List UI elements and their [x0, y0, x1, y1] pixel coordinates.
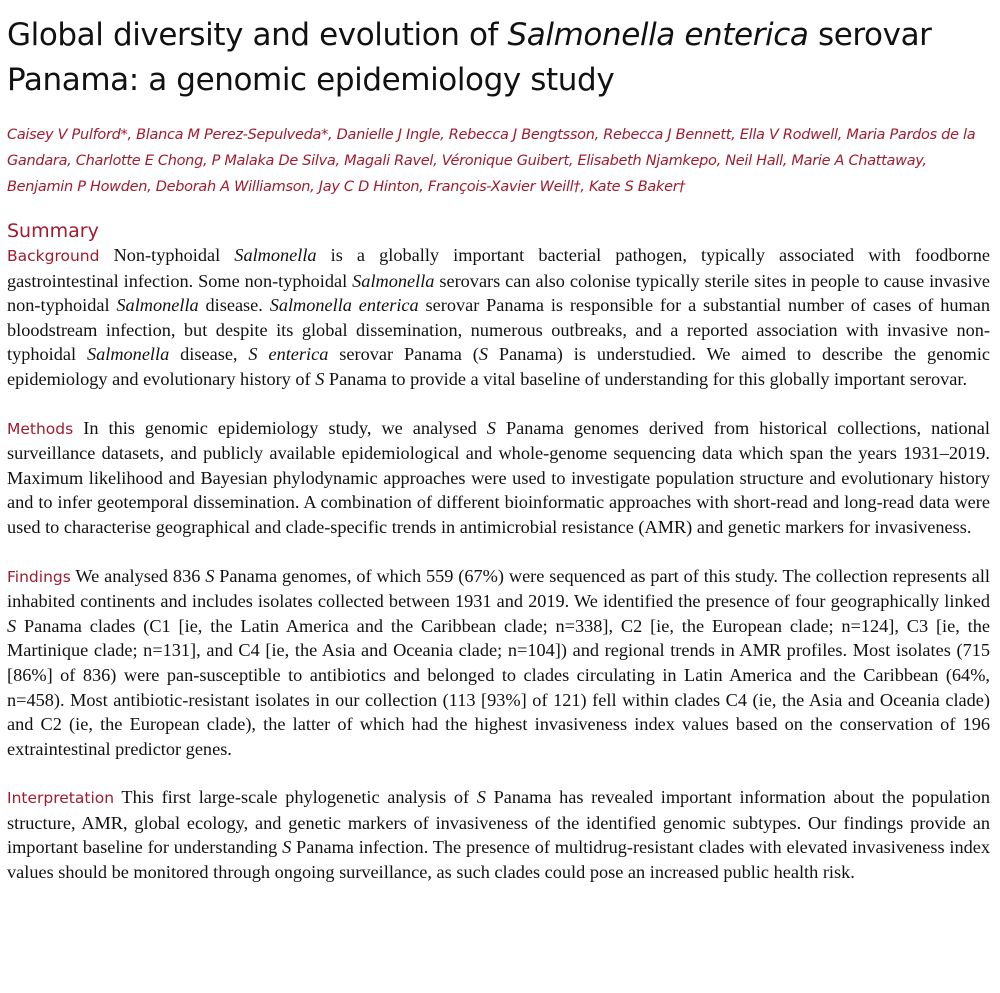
- methods-label: Methods: [7, 419, 74, 438]
- author-list: Caisey V Pulford*, Blanca M Perez-Sepulveda*, Danielle J Ingle, Rebecca J Bengtsson, Rebecca J Bennett, Ella V Rodwell, Maria Pardos de la Gandara, Charlotte E Chong, P Malaka De Silva, Magali Ravel, Véronique Guibert, Elisabeth Njamkepo, Neil Hall, Marie A Chattaway, Benjamin P Howden, Deborah A Williamson, Jay C D Hinton, François-Xavier Weill†, Kate S Baker†: [7, 127, 976, 195]
- background-section: Background Non-typhoidal Salmonella is a globally important bacterial pathogen, typically associated with foodborne gastrointestinal infection. Some non-typhoidal Salmonella serovars can also colonise typically sterile sites in people to cause invasive non-typhoidal Salmonella disease. Salmonella enterica serovar Panama is responsible for a substantial number of cases of human bloodstream infection, but despite its global dissemination, numerous outbreaks, and a reported association with invasive non-typhoidal Salmonella disease, S enterica serovar Panama (S Panama) is understudied. We aimed to describe the genomic epidemiology and evolutionary history of S Panama to provide a vital baseline of understanding for this globally important serovar.: [7, 245, 991, 389]
- interpretation-section: Interpretation This first large-scale phylogenetic analysis of S Panama has revealed important information about the population structure, AMR, global ecology, and genetic markers of invasiveness of the identified genomic subtypes. Our findings provide an important baseline for understanding S Panama infection. The presence of multidrug-resistant clades with elevated invasiveness index values should be monitored through ongoing surveillance, as such clades could pose an increased public health risk.: [7, 787, 990, 883]
- findings-label: Findings: [7, 567, 71, 586]
- background-label: Background: [7, 247, 100, 265]
- interpretation-label: Interpretation: [7, 789, 115, 808]
- article-page: [7, 0, 990, 885]
- title-species: Salmonella enterica: [507, 17, 809, 53]
- findings-section: Findings We analysed 836 S Panama genomes, of which 559 (67%) were sequenced as part of this study. The collection represents all inhabited continents and includes isolates collected between 1931 and 2019. We identified the presence of four geographically linked S Panama clades (C1 [ie, the Latin America and the Caribbean clade; n=338], C2 [ie, the European clade; n=124], C3 [ie, the Martinique clade; n=131], and C4 [ie, the Asia and Oceania clade; n=104]) and regional trends in AMR profiles. Most isolates (715 [86%] of 836) were pan-susceptible to antibiotics and belonged to clades circulating in Latin America and the Caribbean (64%, n=458). Most antibiotic-resistant isolates in our collection (113 [93%] of 121) fell within clades C4 (ie, the Asia and Oceania clade) and C2 (ie, the European clade), the latter of which had the highest invasiveness index values based on the conservation of 196 extraintestinal predictor genes.: [7, 565, 990, 759]
- summary-heading: Summary: [7, 220, 99, 242]
- methods-section: Methods In this genomic epidemiology study, we analysed S Panama genomes derived from historical collections, national surveillance datasets, and publicly available epidemiological and whole-genome sequencing data which span the years 1931–2019. Maximum likelihood and Bayesian phylodynamic approaches were used to investigate population structure and evolutionary history and to infer geotemporal dissemination. A combination of different bioinformatic approaches with short-read and long-read data were used to characterise geographical and clade-specific trends in antimicrobial resistance (AMR) and genetic markers for invasiveness.: [7, 417, 990, 537]
- article-title: [7, 13, 990, 103]
- title-text-end: serovar Panama: a genomic epidemiology study: [7, 17, 932, 98]
- title-text: Global diversity and evolution of: [7, 17, 508, 53]
